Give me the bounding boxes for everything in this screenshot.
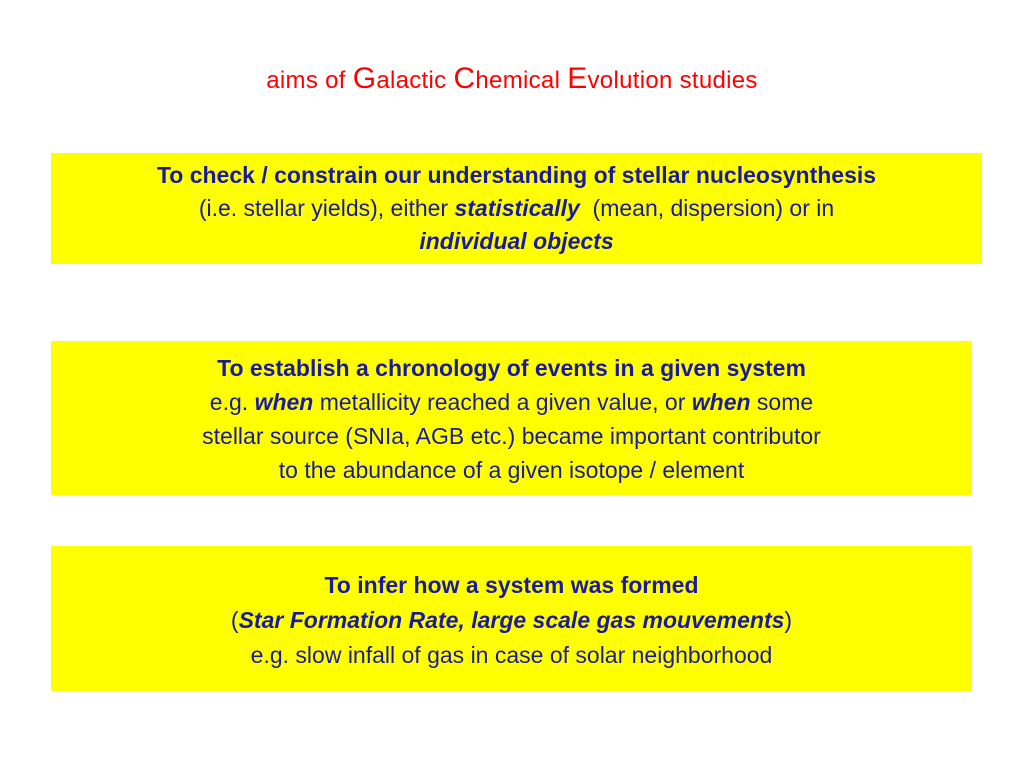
aim-heading: To infer how a system was formed (324, 572, 699, 598)
aim-text-line (51, 225, 982, 258)
aim-emphasis: individual objects (419, 228, 614, 254)
title-part: aims of (266, 67, 353, 94)
aim-text: ( (230, 607, 239, 633)
title-cap: E (567, 62, 588, 95)
aim-text: metallicity reached a given value, or (313, 389, 692, 415)
aim-text: (i.e. stellar yields), either (198, 195, 455, 221)
slide-title (0, 62, 1024, 96)
aim-heading: To check / constrain our understanding of stellar nucleosynthesis (156, 162, 877, 188)
title-cap: G (352, 62, 377, 95)
aim-text-line: to the abundance of a given isotope / element (278, 457, 745, 483)
aim-emphasis: when (691, 389, 751, 415)
title-cap: C (453, 62, 476, 95)
aim-text-line (51, 192, 982, 225)
title-part: alactic (376, 67, 454, 94)
aim-text-line: stellar source (SNIa, AGB etc.) became important contributor (202, 423, 821, 449)
aim-text: (mean, dispersion) or in (579, 195, 835, 221)
aim-box-nucleosynthesis (51, 153, 982, 264)
aim-text-line (51, 385, 972, 419)
aim-box-formation (51, 546, 972, 691)
aim-emphasis: statistically (454, 195, 580, 221)
aim-emphasis: Star Formation Rate, large scale gas mouvements (238, 607, 785, 633)
aim-text-line: e.g. slow infall of gas in case of solar neighborhood (250, 642, 773, 668)
title-part: hemical (475, 67, 568, 94)
aim-text-line (51, 603, 972, 638)
aim-heading: To establish a chronology of events in a given system (217, 355, 806, 381)
aim-box-chronology (51, 341, 972, 495)
title-part: volution studies (587, 67, 758, 94)
aim-emphasis: when (254, 389, 314, 415)
aim-text: ) (784, 607, 793, 633)
aim-text: some (750, 389, 814, 415)
aim-text: e.g. (209, 389, 255, 415)
